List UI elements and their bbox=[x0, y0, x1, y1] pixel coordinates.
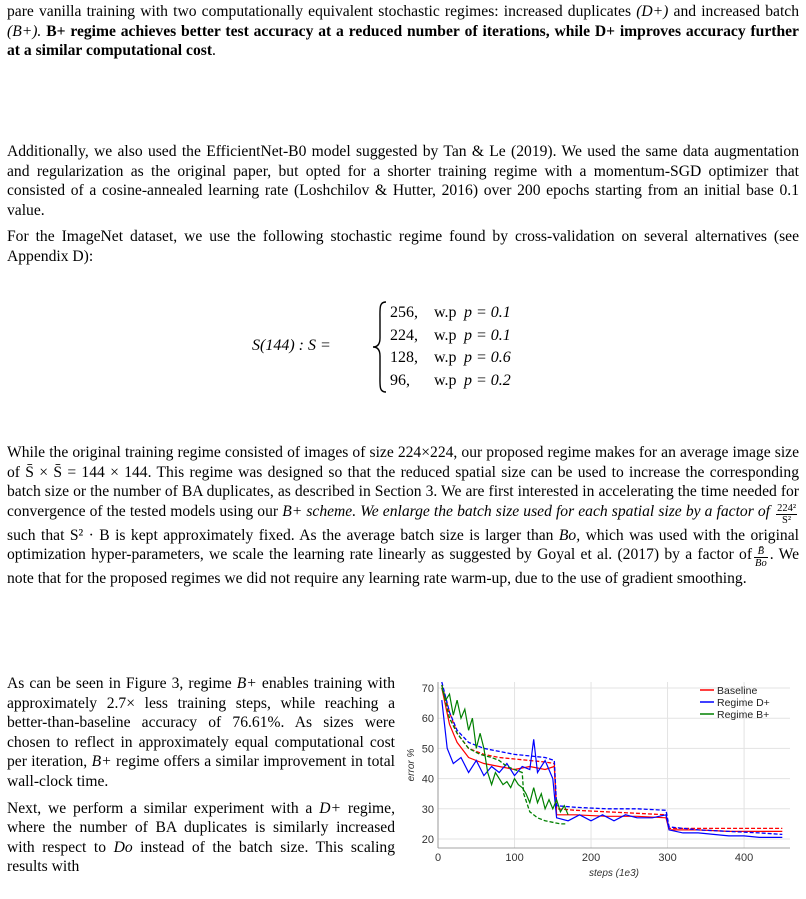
equation-row: 96, w.p p = 0.2 bbox=[390, 371, 511, 389]
figure-caption-fragment: pare vanilla training with two computationally equivalent stochastic regimes: increased duplicates (D+) and increased batch (B+). B+ regime achieves better test accuracy at a reduced number of iterations, while D+ improves accuracy further at a similar computational cost. bbox=[7, 3, 800, 60]
equation-lhs: S(144) : S = bbox=[252, 337, 331, 354]
left-column bbox=[7, 674, 395, 884]
paragraph-regime: While the original training regime consisted of images of size 224×224, our proposed regime makes for an average image size of S̄ × S̄ = 144 × 144. This regime was designed so that the reduced spatial size can be used to increase the corresponding batch size or the number of BA duplicates, as described in Section 3. We are first interested in accelerating the time needed for convergence of the tested models using our B+ scheme. We enlarge the batch size used for each spatial size by a factor of $\frac{\text{224²}}{\text{S²}}$ such that S² · B is kept approximately fixed. As the average batch size is larger than Bo, which was used with the original optimization hyper-parameters, we scale the learning rate linearly as suggested by Goyal et al. (2017) by a factor of $\frac{B̄}{Bo}$ . We note that for the proposed regimes we did not require any learning rate warm-up, due to the use of gradient smoothing. bbox=[7, 444, 799, 588]
equation-row: 128, w.p p = 0.6 bbox=[390, 349, 511, 366]
legend-entry: Regime D+ bbox=[717, 697, 770, 709]
x-axis-label: steps (1e3) bbox=[588, 868, 640, 879]
paragraph-figure3: As can be seen in Figure 3, regime B+ enables training with approximately 2.7× less training steps, while reaching a better-than-baseline accuracy of 76.61%. As sizes were chosen to reflect in approximately equal computational cost per iteration, B+ regime offers a similar improvement in total wall-clock time. bbox=[7, 675, 396, 790]
brace-icon bbox=[372, 300, 388, 394]
paragraph-imagenet: For the ImageNet dataset, we use the following stochastic regime found by cross-validation on several alternatives (see Appendix D): bbox=[7, 228, 799, 265]
legend-entry: Baseline bbox=[717, 685, 758, 697]
caption-dplus: (D+) bbox=[636, 3, 669, 20]
paragraph-next: Next, we perform a similar experiment with a D+ regime, where the number of BA duplicates is similarly increased with respect to Do instead of the batch size. This scaling results with bbox=[7, 799, 396, 876]
equation-cases bbox=[390, 302, 511, 392]
paragraph-efficientnet: Additionally, we also used the EfficientNet-B0 model suggested by Tan & Le (2019). We used the same data augmentation and regularization as the original paper, but opted for a shorter training regime with a momentum-SGD optimizer that consisted of a cosine-annealed learning rate (Loshchilov & Hutter, 2016) over 200 epochs starting from an initial base 0.1 value. bbox=[7, 143, 799, 219]
fraction-scale-factor: $\frac{\text{224²}}{\text{S²}}$ bbox=[777, 502, 796, 526]
x-tick-label: 200 bbox=[581, 852, 601, 864]
fraction-lr-factor: $\frac{B̄}{Bo}$ bbox=[755, 546, 767, 570]
y-tick-label: 40 bbox=[421, 773, 434, 786]
error-chart bbox=[400, 676, 796, 886]
equation-row: 224, w.p p = 0.1 bbox=[390, 326, 511, 344]
x-tick-label: 100 bbox=[505, 852, 524, 864]
caption-line-1: pare vanilla training with two computationally equivalent stochastic regimes: increased duplicates bbox=[7, 3, 632, 20]
x-tick-label: 300 bbox=[658, 852, 677, 864]
caption-bold-2: of iterations, while bbox=[464, 22, 590, 40]
y-tick-label: 20 bbox=[421, 833, 434, 846]
y-tick-label: 50 bbox=[421, 743, 434, 756]
equation-row: 256, w.p p = 0.1 bbox=[390, 304, 511, 321]
y-axis-label: error % bbox=[406, 748, 417, 782]
y-tick-label: 60 bbox=[421, 713, 434, 726]
caption-bold-1: B+ regime achieves better test accuracy at a reduced number bbox=[46, 22, 460, 40]
caption-bplus: (B+). bbox=[7, 22, 42, 40]
legend-entry: Regime B+ bbox=[717, 709, 770, 721]
x-tick-label: 400 bbox=[734, 852, 754, 864]
x-tick-label: 0 bbox=[434, 852, 442, 864]
y-tick-label: 70 bbox=[421, 683, 434, 696]
caption-line-2a: and increased batch bbox=[673, 3, 800, 20]
caption-bold-3: D+ improves accuracy further at a similar computational cost bbox=[7, 22, 799, 60]
y-tick-label: 30 bbox=[421, 803, 434, 816]
stochastic-regime-equation bbox=[252, 298, 572, 394]
